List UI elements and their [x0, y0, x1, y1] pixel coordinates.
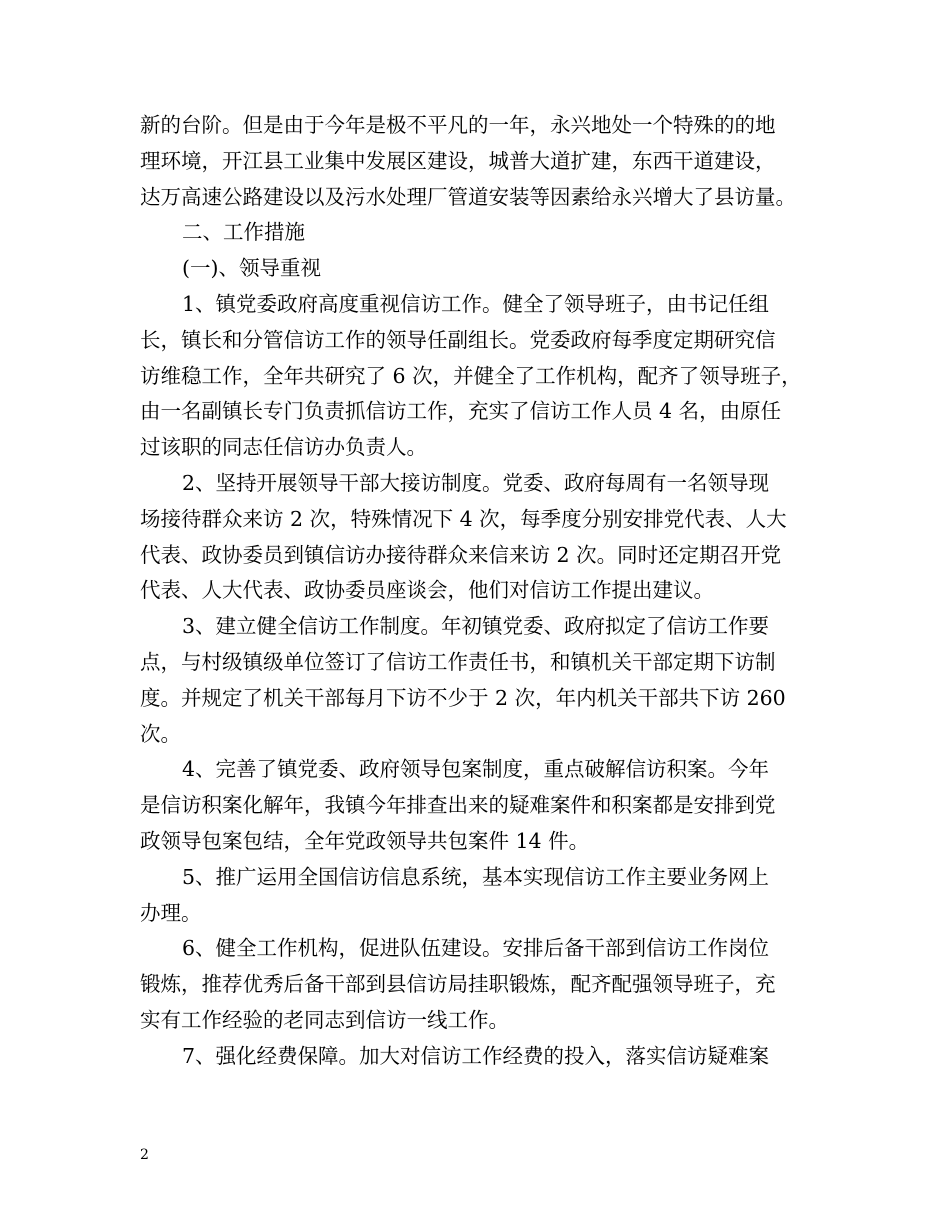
text-line: 实有工作经验的老同志到信访一线工作。	[140, 1007, 509, 1032]
text-line: 7、强化经费保障。加大对信访工作经费的投入，落实信访疑难案	[182, 1043, 770, 1068]
page-number: 2	[140, 1147, 149, 1163]
text-line: 1、镇党委政府高度重视信访工作。健全了领导班子，由书记任组	[182, 291, 770, 316]
text-line: 新的台阶。但是由于今年是极不平凡的一年，永兴地处一个特殊的的地	[140, 113, 776, 137]
text-line: 6、健全工作机构，促进队伍建设。安排后备干部到信访工作岗位	[182, 936, 770, 961]
text-line: 2、坚持开展领导干部大接访制度。党委、政府每周有一名领导现	[182, 470, 770, 495]
text-line: 4、完善了镇党委、政府领导包案制度，重点破解信访积案。今年	[182, 757, 770, 782]
text-line: 达万高速公路建设以及污水处理厂管道安装等因素给永兴增大了县访量。	[140, 184, 796, 209]
text-line: 次。	[140, 721, 181, 746]
text-line: 过该职的同志任信访办负责人。	[140, 435, 427, 460]
text-line: 长，镇长和分管信访工作的领导任副组长。党委政府每季度定期研究信	[140, 327, 776, 352]
text-line: 点，与村级镇级单位签订了信访工作责任书，和镇机关干部定期下访制	[140, 649, 776, 674]
text-line: 5、推广运用全国信访信息系统，基本实现信访工作主要业务网上	[182, 864, 770, 889]
text-line: 访维稳工作，全年共研究了 6 次，并健全了工作机构，配齐了领导班子，	[140, 363, 802, 388]
text-line: 理环境，开江县工业集中发展区建设，城普大道扩建，东西干道建设，	[140, 148, 776, 173]
text-line: 政领导包案包结，全年党政领导共包案件 14 件。	[140, 828, 590, 853]
document-body	[140, 108, 812, 1075]
text-line: 由一名副镇长专门负责抓信访工作，充实了信访工作人员 4 名，由原任	[140, 399, 782, 424]
text-line: 代表、政协委员到镇信访办接待群众来信来访 2 次。同时还定期召开党	[140, 542, 782, 567]
text-line: 二、工作措施	[182, 220, 305, 245]
text-line: 代表、人大代表、政协委员座谈会，他们对信访工作提出建议。	[140, 578, 714, 603]
text-line: 场接待群众来访 2 次，特殊情况下 4 次，每季度分别安排党代表、人大	[140, 506, 787, 531]
text-line: 锻炼，推荐优秀后备干部到县信访局挂职锻炼，配齐配强领导班子，充	[140, 972, 776, 997]
text-line: 度。并规定了机关干部每月下访不少于 2 次，年内机关干部共下访 260	[140, 685, 786, 710]
text-line: 办理。	[140, 900, 202, 925]
text-line: 3、建立健全信访工作制度。年初镇党委、政府拟定了信访工作要	[182, 614, 770, 639]
text-line: 是信访积案化解年，我镇今年排查出来的疑难案件和积案都是安排到党	[140, 793, 776, 818]
text-line: (一)、领导重视	[182, 256, 321, 281]
